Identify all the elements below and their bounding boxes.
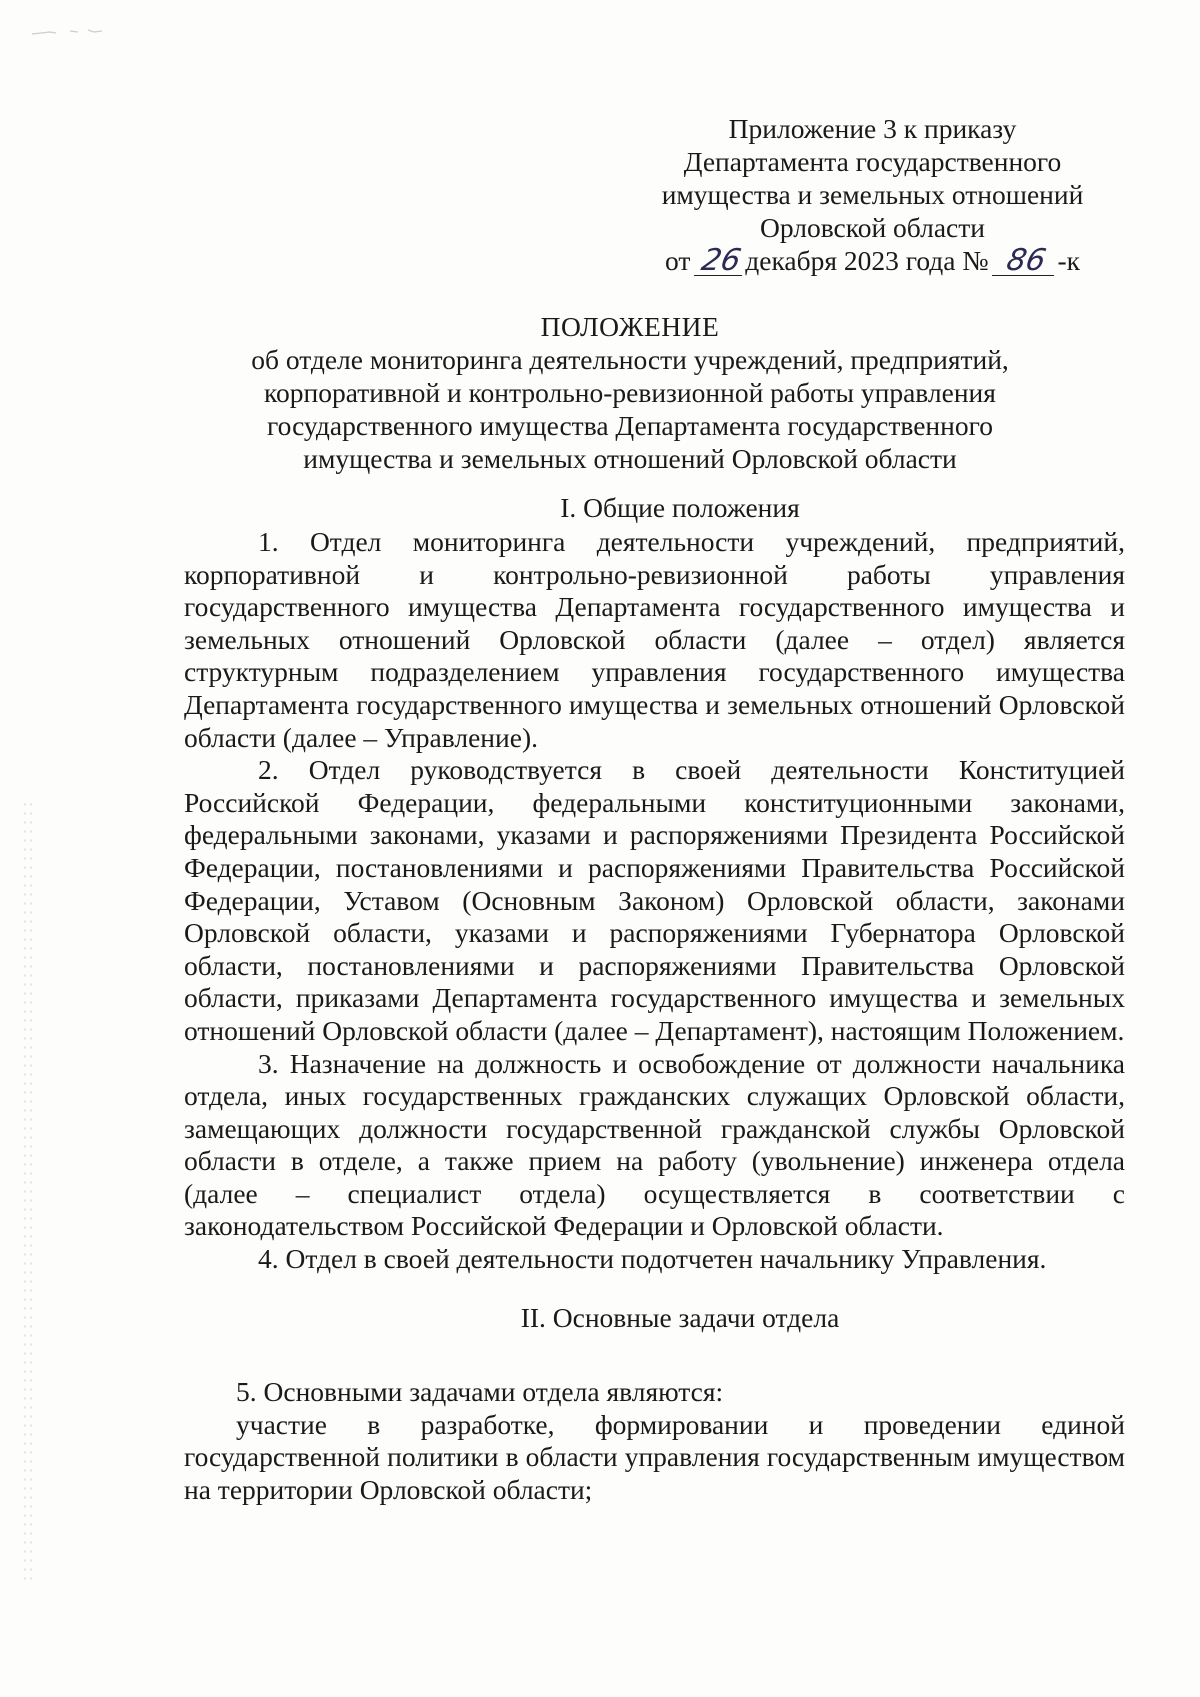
scan-margin-noise xyxy=(22,800,36,1580)
document-title: ПОЛОЖЕНИЕ xyxy=(540,311,720,342)
paragraph-4: 4. Отдел в своей деятельности подотчетен начальнику Управления. xyxy=(258,1243,1047,1275)
section-1-body xyxy=(184,526,1125,1276)
appendix-line-4: Орловской области xyxy=(760,212,985,243)
document-subtitle-line-4: имущества и земельных отношений Орловской области xyxy=(303,443,957,474)
handwritten-order-number: 86 xyxy=(992,247,1060,276)
document-subtitle-line-3: государственного имущества Департамента государственного xyxy=(267,410,993,441)
section-1-heading: I. Общие положения xyxy=(560,492,800,523)
appendix-date-line xyxy=(600,244,1145,277)
scan-artifact xyxy=(30,28,110,36)
paragraph-3: 3. Назначение на должность и освобождение от должности начальника отдела, иных государственных гражданских служащих Орловской области, замещающих должности государственной гражданской службы Орловской области в отделе, а также прием на работу (увольнение) инженера отдела (далее – специалист отдела) осуществляется в соответствии с законодательством Российской Федерации и Орловской области. xyxy=(184,1047,1125,1242)
handwritten-day: 26 xyxy=(694,247,748,276)
order-suffix: -к xyxy=(1057,245,1081,276)
paragraph-2: 2. Отдел руководствуется в своей деятельности Конституцией Российской Федерации, федеральными конституционными законами, федеральными законами, указами и распоряжениями Президента Российской Федерации, постановлениями и распоряжениями Правительства Российской Федерации, Уставом (Основным Законом) Орловской области, законами Орловской области, указами и распоряжениями Губернатора Орловской области, постановлениями и распоряжениями Правительства Орловской области, приказами Департамента государственного имущества и земельных отношений Орловской области (далее – Департамент), настоящим Положением. xyxy=(184,754,1125,1046)
paragraph-1: 1. Отдел мониторинга деятельности учреждений, предприятий, корпоративной и контрольно-ревизионной работы управления государственного имущества Департамента государственного имущества и земельных отношений Орловской области (далее – отдел) является структурным подразделением управления государственного имущества Департамента государственного имущества и земельных отношений Орловской области (далее – Управление). xyxy=(184,526,1125,753)
paragraph-5: 5. Основными задачами отдела являются: xyxy=(236,1376,724,1407)
appendix-line-2: Департамента государственного xyxy=(683,146,1062,177)
section-2-heading: II. Основные задачи отдела xyxy=(520,1302,840,1333)
date-rest: декабря 2023 года № xyxy=(745,245,989,276)
appendix-line-3: имущества и земельных отношений xyxy=(661,179,1084,210)
appendix-line-1: Приложение 3 к приказу xyxy=(728,113,1017,144)
section-2-body xyxy=(184,1376,1125,1506)
document-subtitle-line-2: корпоративной и контрольно-ревизионной работы управления xyxy=(264,377,996,408)
document-subtitle-line-1: об отделе мониторинга деятельности учреждений, предприятий, xyxy=(251,344,1009,375)
appendix-header xyxy=(600,112,1145,277)
paragraph-5-item-1: участие в разработке, формировании и проведении единой государственной политики в области управления государственным имуществом на территории Орловской области; xyxy=(184,1408,1125,1505)
document-title-block xyxy=(180,310,1080,475)
date-prefix: от xyxy=(664,245,691,276)
